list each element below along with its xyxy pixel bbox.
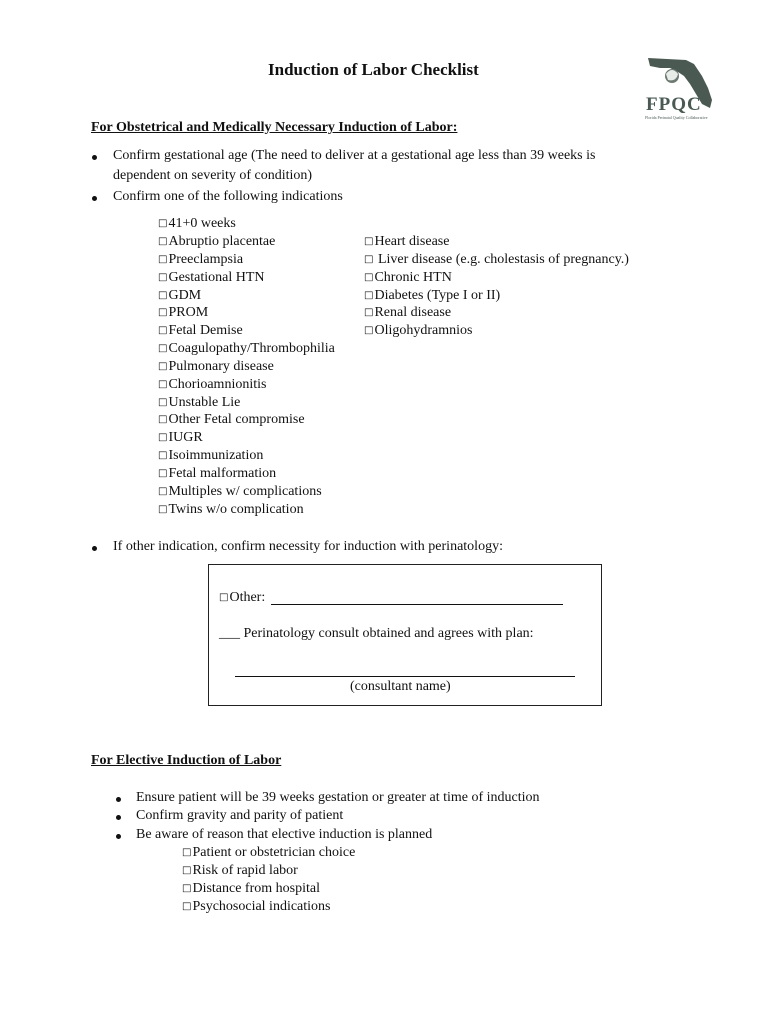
- checkbox-item[interactable]: □ Psychosocial indications: [182, 899, 331, 915]
- consult-blank[interactable]: ___: [219, 626, 240, 641]
- checkbox-item[interactable]: □ Patient or obstetrician choice: [182, 845, 355, 861]
- bullet-text: Confirm gestational age (The need to deliver at a gestational age less than 39 weeks is: [113, 148, 596, 163]
- checkbox-item[interactable]: □ IUGR: [158, 430, 203, 446]
- checkbox-item[interactable]: □ Fetal malformation: [158, 466, 276, 482]
- checkbox-item[interactable]: □ Preeclampsia: [158, 252, 243, 268]
- fpqc-logo: [642, 54, 724, 124]
- checkbox-item[interactable]: □ Abruptio placentae: [158, 234, 275, 250]
- checkbox-item[interactable]: □ Chorioamnionitis: [158, 377, 266, 393]
- page-title: Induction of Labor Checklist: [268, 60, 479, 79]
- bullet-icon: [116, 834, 121, 839]
- bullet-text: Ensure patient will be 39 weeks gestation or greater at time of induction: [136, 790, 540, 805]
- bullet-text-continued: dependent on severity of condition): [113, 168, 313, 183]
- checkbox-item[interactable]: □ 41+0 weeks: [158, 216, 236, 232]
- logo-abbrev: FPQC: [646, 94, 702, 115]
- checkbox-item[interactable]: □ Fetal Demise: [158, 323, 243, 339]
- bullet-icon: [116, 815, 121, 820]
- checkbox-item[interactable]: □ Unstable Lie: [158, 395, 240, 411]
- other-checkbox[interactable]: □ Other:: [219, 590, 265, 606]
- checkbox-item[interactable]: □ Chronic HTN: [364, 270, 452, 286]
- checkbox-item[interactable]: □ Oligohydramnios: [364, 323, 472, 339]
- bullet-icon: [92, 196, 97, 201]
- bullet-icon: [92, 546, 97, 551]
- checkbox-item[interactable]: □ Heart disease: [364, 234, 449, 250]
- checkbox-item[interactable]: □ Isoimmunization: [158, 448, 263, 464]
- checkbox-item[interactable]: □ GDM: [158, 288, 201, 304]
- checkbox-item[interactable]: □ Twins w/o complication: [158, 502, 304, 518]
- section-heading-medical: For Obstetrical and Medically Necessary Induction of Labor:: [91, 120, 458, 135]
- consult-line[interactable]: [219, 626, 534, 642]
- consultant-name-line[interactable]: [235, 676, 575, 677]
- checkbox-item[interactable]: □ Pulmonary disease: [158, 359, 274, 375]
- bullet-text: If other indication, confirm necessity for induction with perinatology:: [113, 539, 503, 554]
- consultant-caption: (consultant name): [350, 679, 451, 694]
- checkbox-item[interactable]: □ Gestational HTN: [158, 270, 264, 286]
- other-input-line[interactable]: [271, 604, 563, 605]
- checkbox-item[interactable]: □ Liver disease (e.g. cholestasis of pregnancy.): [364, 252, 629, 268]
- checkbox-item[interactable]: □ Distance from hospital: [182, 881, 320, 897]
- checkbox-item[interactable]: □ Other Fetal compromise: [158, 412, 305, 428]
- section-heading-elective: For Elective Induction of Labor: [91, 753, 282, 768]
- perinatology-consult-box: [208, 564, 602, 706]
- bullet-icon: [116, 797, 121, 802]
- bullet-icon: [92, 155, 97, 160]
- bullet-text: Confirm gravity and parity of patient: [136, 808, 344, 823]
- bullet-text: Be aware of reason that elective induction is planned: [136, 827, 433, 842]
- checkbox-item[interactable]: □ Multiples w/ complications: [158, 484, 322, 500]
- checkbox-item[interactable]: □ Coagulopathy/Thrombophilia: [158, 341, 335, 357]
- checkbox-item[interactable]: □ Risk of rapid labor: [182, 863, 298, 879]
- checkbox-item[interactable]: □ Diabetes (Type I or II): [364, 288, 500, 304]
- consult-text: Perinatology consult obtained and agrees with plan:: [240, 626, 534, 641]
- checkbox-item[interactable]: □ PROM: [158, 305, 208, 321]
- bullet-text: Confirm one of the following indications: [113, 189, 343, 204]
- checkbox-item[interactable]: □ Renal disease: [364, 305, 451, 321]
- logo-tagline: Florida Perinatal Quality Collaborative: [645, 115, 708, 120]
